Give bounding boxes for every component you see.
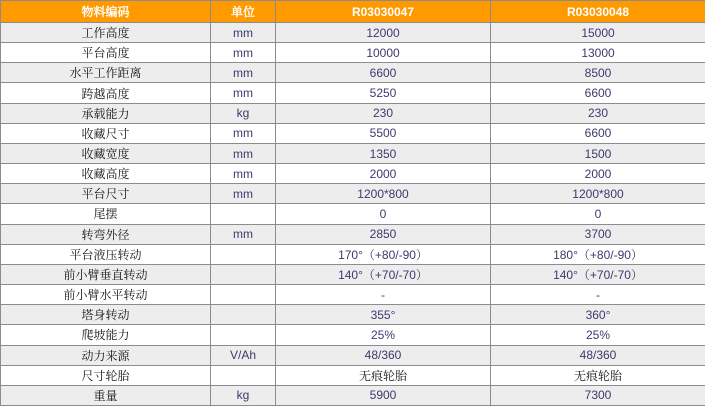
value-cell: 2000 bbox=[491, 164, 705, 184]
row-label: 前小臂垂直转动 bbox=[1, 264, 211, 284]
value-cell: 355° bbox=[276, 305, 491, 325]
value-cell: 13000 bbox=[491, 43, 705, 63]
unit-cell bbox=[211, 305, 276, 325]
value-cell: 1200*800 bbox=[276, 184, 491, 204]
value-cell: 1350 bbox=[276, 143, 491, 163]
value-cell: 6600 bbox=[491, 83, 705, 103]
unit-cell: V/Ah bbox=[211, 345, 276, 365]
table-row bbox=[1, 103, 705, 123]
row-label: 爬坡能力 bbox=[1, 325, 211, 345]
value-cell: 5900 bbox=[276, 385, 491, 405]
row-label: 收藏高度 bbox=[1, 164, 211, 184]
table-row bbox=[1, 385, 705, 405]
value-cell: 5500 bbox=[276, 123, 491, 143]
table-row bbox=[1, 184, 705, 204]
unit-cell: mm bbox=[211, 143, 276, 163]
value-cell: 180°（+80/-90） bbox=[491, 244, 705, 264]
spec-table-body bbox=[1, 23, 705, 406]
value-cell: 1500 bbox=[491, 143, 705, 163]
value-cell: 8500 bbox=[491, 63, 705, 83]
unit-cell: kg bbox=[211, 385, 276, 405]
table-row bbox=[1, 325, 705, 345]
table-row bbox=[1, 204, 705, 224]
row-label: 转弯外径 bbox=[1, 224, 211, 244]
value-cell: 3700 bbox=[491, 224, 705, 244]
table-row bbox=[1, 43, 705, 63]
value-cell: 0 bbox=[276, 204, 491, 224]
value-cell: 25% bbox=[491, 325, 705, 345]
table-row bbox=[1, 244, 705, 264]
unit-cell bbox=[211, 285, 276, 305]
value-cell: 230 bbox=[276, 103, 491, 123]
unit-cell: mm bbox=[211, 23, 276, 43]
row-label: 尺寸轮胎 bbox=[1, 365, 211, 385]
value-cell: - bbox=[491, 285, 705, 305]
table-row bbox=[1, 264, 705, 284]
value-cell: 1200*800 bbox=[491, 184, 705, 204]
row-label: 承载能力 bbox=[1, 103, 211, 123]
row-label: 收藏宽度 bbox=[1, 143, 211, 163]
header-row bbox=[1, 1, 705, 23]
value-cell: 15000 bbox=[491, 23, 705, 43]
spec-table-header bbox=[1, 1, 705, 23]
unit-cell: mm bbox=[211, 83, 276, 103]
row-label: 平台高度 bbox=[1, 43, 211, 63]
row-label: 跨越高度 bbox=[1, 83, 211, 103]
unit-cell: mm bbox=[211, 123, 276, 143]
unit-cell bbox=[211, 204, 276, 224]
value-cell: 140°（+70/-70） bbox=[276, 264, 491, 284]
unit-cell bbox=[211, 264, 276, 284]
unit-cell bbox=[211, 365, 276, 385]
table-row bbox=[1, 23, 705, 43]
value-cell: 25% bbox=[276, 325, 491, 345]
value-cell: - bbox=[276, 285, 491, 305]
value-cell: 140°（+70/-70） bbox=[491, 264, 705, 284]
value-cell: 48/360 bbox=[276, 345, 491, 365]
value-cell: 360° bbox=[491, 305, 705, 325]
value-cell: 6600 bbox=[276, 63, 491, 83]
value-cell: 7300 bbox=[491, 385, 705, 405]
unit-cell: mm bbox=[211, 43, 276, 63]
row-label: 工作高度 bbox=[1, 23, 211, 43]
row-label: 塔身转动 bbox=[1, 305, 211, 325]
table-row bbox=[1, 224, 705, 244]
value-cell: 0 bbox=[491, 204, 705, 224]
unit-cell: mm bbox=[211, 184, 276, 204]
column-header-material-code: 物料编码 bbox=[1, 1, 211, 23]
table-row bbox=[1, 63, 705, 83]
table-row bbox=[1, 123, 705, 143]
value-cell: 2850 bbox=[276, 224, 491, 244]
table-row bbox=[1, 83, 705, 103]
value-cell: 无痕轮胎 bbox=[491, 365, 705, 385]
value-cell: 230 bbox=[491, 103, 705, 123]
value-cell: 10000 bbox=[276, 43, 491, 63]
column-header-model-r03030048: R03030048 bbox=[491, 1, 705, 23]
row-label: 前小臂水平转动 bbox=[1, 285, 211, 305]
table-row bbox=[1, 305, 705, 325]
unit-cell: mm bbox=[211, 63, 276, 83]
unit-cell bbox=[211, 325, 276, 345]
table-row bbox=[1, 285, 705, 305]
unit-cell bbox=[211, 244, 276, 264]
unit-cell: mm bbox=[211, 224, 276, 244]
value-cell: 170°（+80/-90） bbox=[276, 244, 491, 264]
row-label: 平台液压转动 bbox=[1, 244, 211, 264]
row-label: 收藏尺寸 bbox=[1, 123, 211, 143]
column-header-model-r03030047: R03030047 bbox=[276, 1, 491, 23]
value-cell: 12000 bbox=[276, 23, 491, 43]
row-label: 重量 bbox=[1, 385, 211, 405]
value-cell: 2000 bbox=[276, 164, 491, 184]
table-row bbox=[1, 143, 705, 163]
row-label: 尾摆 bbox=[1, 204, 211, 224]
value-cell: 48/360 bbox=[491, 345, 705, 365]
column-header-unit: 单位 bbox=[211, 1, 276, 23]
unit-cell: mm bbox=[211, 164, 276, 184]
unit-cell: kg bbox=[211, 103, 276, 123]
table-row bbox=[1, 164, 705, 184]
value-cell: 无痕轮胎 bbox=[276, 365, 491, 385]
table-row bbox=[1, 345, 705, 365]
row-label: 水平工作距离 bbox=[1, 63, 211, 83]
table-row bbox=[1, 365, 705, 385]
row-label: 动力来源 bbox=[1, 345, 211, 365]
row-label: 平台尺寸 bbox=[1, 184, 211, 204]
value-cell: 6600 bbox=[491, 123, 705, 143]
value-cell: 5250 bbox=[276, 83, 491, 103]
